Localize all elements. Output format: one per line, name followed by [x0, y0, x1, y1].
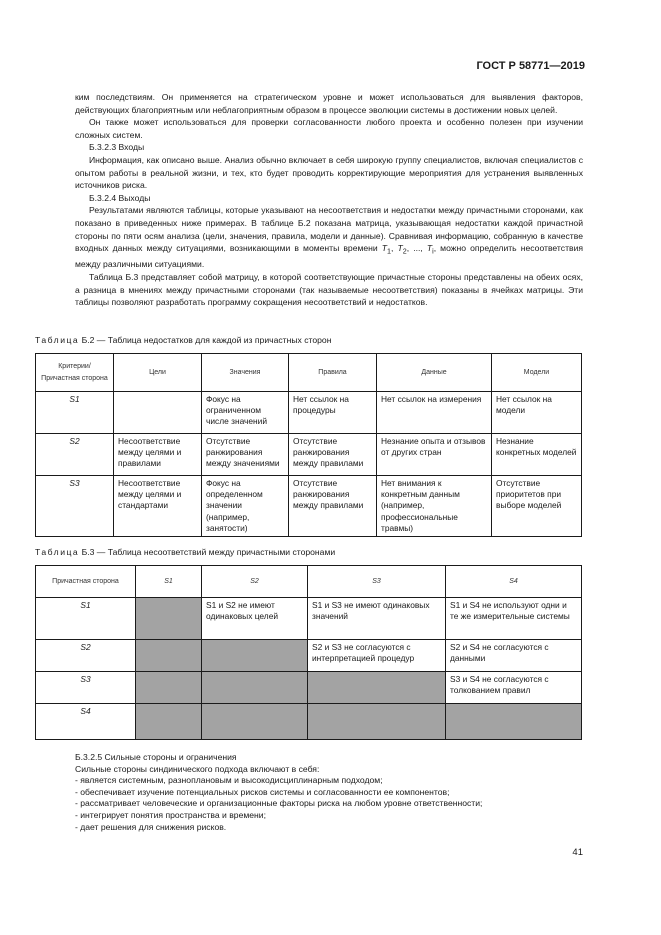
- table-cell: S1 и S2 не имеют одинаковых целей: [202, 598, 308, 640]
- table-header-row: [36, 354, 582, 392]
- table-cell: Незнание опыта и отзывов от других стран: [377, 434, 492, 476]
- table-row: [36, 434, 582, 476]
- shaded-cell: [308, 672, 446, 704]
- shaded-cell: [202, 640, 308, 672]
- row-label: S3: [36, 476, 114, 537]
- shaded-cell: [308, 704, 446, 740]
- column-header: Критерии/ Причастная сторона: [36, 354, 114, 392]
- list-item: - рассматривает человеческие и организационные факторы риска на любом уровне ответственности;: [75, 798, 483, 809]
- paragraph: ким последствиям. Он применяется на стратегическом уровне и может использоваться для выявления факторов, действующих благоприятным или неблагоприятным образом в процессе эволюции системы в достижении новых целей.: [75, 92, 583, 115]
- table-row: [36, 392, 582, 434]
- document-header: ГОСТ Р 58771—2019: [476, 60, 585, 72]
- table-cell: Отсутствие ранжирования между правилами: [289, 434, 377, 476]
- section-heading: Б.3.2.3 Входы: [89, 142, 145, 153]
- table-caption: Таблица Б.3 — Таблица несоответствий между причастными сторонами: [35, 547, 336, 557]
- shaded-cell: [136, 704, 202, 740]
- column-header: Правила: [289, 354, 377, 392]
- paragraph: Сильные стороны синдинического подхода включают в себя:: [75, 763, 320, 774]
- table-cell: Несоответствие между целями и стандартами: [114, 476, 202, 537]
- shaded-cell: [136, 672, 202, 704]
- table-cell: Отсутствие ранжирования между правилами: [289, 476, 377, 537]
- table-cell: Нет ссылок на модели: [492, 392, 582, 434]
- table-cell: Отсутствие приоритетов при выборе моделей: [492, 476, 582, 537]
- shaded-cell: [446, 704, 582, 740]
- shaded-cell: [202, 704, 308, 740]
- shaded-cell: [202, 672, 308, 704]
- table-cell: Фокус на ограниченном числе значений: [202, 392, 289, 434]
- paragraph: Он также может использоваться для проверки согласованности любого проекта и особенно полезен при изучении сложных систем.: [75, 117, 583, 140]
- row-label: S1: [36, 598, 136, 640]
- column-header: S3: [308, 566, 446, 598]
- table-cell: Незнание конкретных моделей: [492, 434, 582, 476]
- table-cell: S1 и S3 не имеют одинаковых значений: [308, 598, 446, 640]
- strengths-section: [75, 752, 583, 833]
- column-header: S4: [446, 566, 582, 598]
- row-label: S4: [36, 704, 136, 740]
- row-label: S2: [36, 640, 136, 672]
- section-heading: Б.3.2.4 Выходы: [89, 192, 151, 203]
- table-cell: Отсутствие ранжирования между значениями: [202, 434, 289, 476]
- table-cell: Нет внимания к конкретным данным (например, профессиональные травмы): [377, 476, 492, 537]
- list-item: - является системным, разноплановым и высокодисциплинарным подходом;: [75, 775, 383, 786]
- list-item: - обеспечивает изучение потенциальных рисков системы и согласованности ее компонентов;: [75, 786, 450, 797]
- list-item: - дает решения для снижения рисков.: [75, 821, 227, 832]
- table-row: [36, 704, 582, 740]
- table-cell: S2 и S4 не согласуются с данными: [446, 640, 582, 672]
- column-header: Причастная сторона: [36, 566, 136, 598]
- row-label: S2: [36, 434, 114, 476]
- page-number: 41: [572, 847, 583, 858]
- section-heading: Б.3.2.5 Сильные стороны и ограничения: [75, 752, 237, 762]
- table-row: [36, 672, 582, 704]
- table-cell: Нет ссылок на измерения: [377, 392, 492, 434]
- shaded-cell: [136, 598, 202, 640]
- table-row: [36, 598, 582, 640]
- column-header: S2: [202, 566, 308, 598]
- inconsistency-table: [35, 565, 582, 740]
- table-caption: Таблица Б.2 — Таблица недостатков для каждой из причастных сторон: [35, 335, 332, 345]
- table-row: [36, 640, 582, 672]
- table-cell: [114, 392, 202, 434]
- body-text: [75, 91, 583, 309]
- column-header: Значения: [202, 354, 289, 392]
- paragraph: Результатами являются таблицы, которые указывают на несоответствия и недостатки между причастными сторонами, как показано в приведенных ниже примерах. В таблице Б.2 показана матрица, указывающая недостатки каждой причастной стороны по пяти осям анализа (цели, значения, правила, модели и данные). Сравнивая информацию, собранную в качестве входных данных между ситуациями, возникающими в моменты времени $T_1$, $T_2$, ..., $T_i$, можно определить несоответствия между различными ситуациями.: [75, 205, 584, 270]
- table-header-row: [36, 566, 582, 598]
- column-header: Модели: [492, 354, 582, 392]
- paragraph: Таблица Б.3 представляет собой матрицу, в которой соответствующие причастные стороны представлены на обеих осях, а разница в мнениях между причастными сторонами (так называемые несоответствия) показаны в ячейках матрицы. Эти таблицы позволяют разработать программу сокращения несоответствий и недостатков.: [75, 272, 583, 308]
- table-cell: S3 и S4 не согласуются с толкованием правил: [446, 672, 582, 704]
- table-cell: Фокус на определенном значении (например, занятости): [202, 476, 289, 537]
- column-header: Данные: [377, 354, 492, 392]
- column-header: S1: [136, 566, 202, 598]
- list-item: - интегрирует понятия пространства и времени;: [75, 809, 266, 820]
- paragraph: Информация, как описано выше. Анализ обычно включает в себя широкую группу специалистов, включая специалистов с опытом работы в реальной жизни, и тех, кто будет проводить корректирующие мероприятия для устранения выявленных источников риска.: [75, 154, 583, 191]
- row-label: S1: [36, 392, 114, 434]
- deficiency-table: [35, 353, 582, 537]
- table-cell: Несоответствие между целями и правилами: [114, 434, 202, 476]
- table-cell: S1 и S4 не используют одни и те же измерительные системы: [446, 598, 582, 640]
- row-label: S3: [36, 672, 136, 704]
- table-cell: Нет ссылок на процедуры: [289, 392, 377, 434]
- table-row: [36, 476, 582, 537]
- table-cell: S2 и S3 не согласуются с интерпретацией процедур: [308, 640, 446, 672]
- shaded-cell: [136, 640, 202, 672]
- column-header: Цели: [114, 354, 202, 392]
